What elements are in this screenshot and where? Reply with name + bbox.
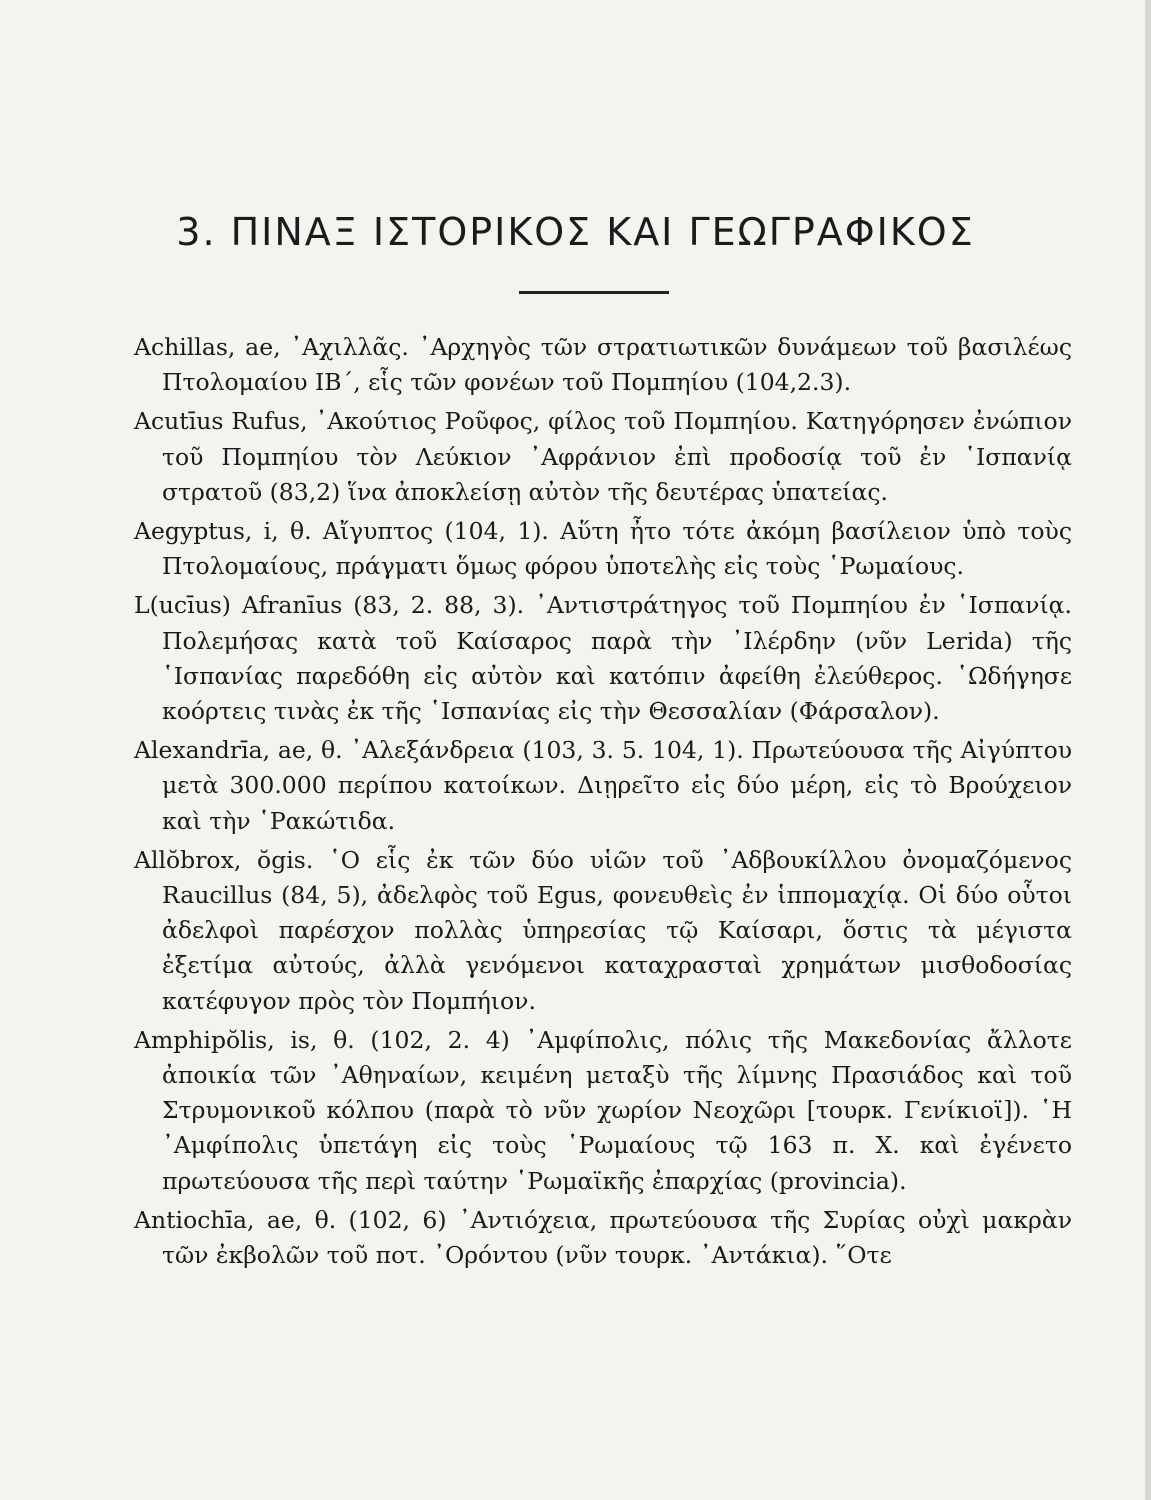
heading-rule — [519, 291, 669, 294]
entry-alexandria: Alexandrīa, ae, θ. ᾿Αλεξάνδρεια (103, 3. 5. 104, 1). Πρωτεύουσα τῆς Αἰγύπτου μετὰ 300.000 περίπου κατοίκων. Διῃρεῖτο εἰς δύο μέρη, εἰς τὸ Βρούχειον καὶ τὴν ῾Ρακώτιδα. — [134, 736, 1072, 835]
entry-afranius: L(ucīus) Afranīus (83, 2. 88, 3). ᾿Αντιστράτηγος τοῦ Πομπηίου ἐν ῾Ισπανίᾳ. Πολεμήσας κατὰ τοῦ Καίσαρος παρὰ τὴν ᾿Ιλέρδην (νῦν Lerida) τῆς ῾Ισπανίας παρεδόθη εἰς αὐτὸν καὶ κατόπιν ἀφείθη ἐλεύθερος. ῾Ωδήγησε κοόρτεις τινὰς ἐκ τῆς ῾Ισπανίας εἰς τὴν Θεσσαλίαν (Φάρσαλον). — [134, 591, 1072, 726]
entry-aegyptus: Aegyptus, i, θ. Αἴγυπτος (104, 1). Αὕτη ἦτο τότε ἀκόμη βασίλειον ὑπὸ τοὺς Πτολομαίους, πράγματι ὅμως φόρου ὑποτελὴς εἰς τοὺς ῾Ρωμαίους. — [134, 517, 1072, 581]
entry-acutius-rufus: Acutīus Rufus, ᾿Ακούτιος Ροῦφος, φίλος τοῦ Πομπηίου. Κατηγόρησεν ἐνώπιον τοῦ Πομπηίου τὸν Λεύκιον ᾿Αφράνιον ἐπὶ προδοσίᾳ τοῦ ἐν ῾Ισπανίᾳ στρατοῦ (83,2) ἵνα ἀποκλείσῃ αὐτὸν τῆς δευτέρας ὑπατείας. — [134, 407, 1072, 506]
entry-amphipolis: Amphipŏlis, is, θ. (102, 2. 4) ᾿Αμφίπολις, πόλις τῆς Μακεδονίας ἄλλοτε ἀποικία τῶν ᾿Αθηναίων, κειμένη μεταξὺ τῆς λίμνης Πρασιάδος καὶ τοῦ Στρυμονικοῦ κόλπου (παρὰ τὸ νῦν χωρίον Νεοχῶρι [τουρκ. Γενίκιοϊ]). ῾Η ᾿Αμφίπολις ὑπετάγη εἰς τοὺς ῾Ρωμαίους τῷ 163 π. Χ. καὶ ἐγένετο πρωτεύουσα τῆς περὶ ταύτην ῾Ρωμαϊκῆς ἐπαρχίας (provincia). — [134, 1025, 1072, 1195]
index-entries — [134, 330, 1072, 1277]
entry-allobrox: Allŏbrox, ŏgis. ῾Ο εἷς ἐκ τῶν δύο υἱῶν τοῦ ᾿Αδβουκίλλου ὀνομαζόμενος Raucillus (84, 5), ἀδελφὸς τοῦ Egus, φονευθεὶς ἐν ἱππομαχίᾳ. Οἱ δύο οὗτοι ἀδελφοὶ παρέσχον πολλὰς ὑπηρεσίας τῷ Καίσαρι, ὅστις τὰ μέγιστα ἐξετίμα αὐτούς, ἀλλὰ γενόμενοι καταχρασταὶ χρημάτων μισθοδοσίας κατέφυγον πρὸς τὸν Πομπήιον. — [134, 845, 1072, 1015]
entry-antiochia: Antiochīa, ae, θ. (102, 6) ᾿Αντιόχεια, πρωτεύουσα τῆς Συρίας οὐχὶ μακρὰν τῶν ἐκβολῶν τοῦ ποτ. ᾿Ορόντου (νῦν τουρκ. ᾿Αντάκια). ῞Οτε — [134, 1205, 1072, 1270]
section-heading: 3. ΠΙΝΑΞ ΙΣΤΟΡΙΚΟΣ ΚΑΙ ΓΕΩΓΡΑΦΙΚΟΣ — [176, 210, 975, 254]
entry-achillas: Achillas, ae, ᾿Αχιλλᾶς. ᾿Αρχηγὸς τῶν στρατιωτικῶν δυνάμεων τοῦ βασιλέως Πτολομαίου ΙΒ΄, εἷς τῶν φονέων τοῦ Πομπηίου (104,2.3). — [134, 333, 1072, 397]
